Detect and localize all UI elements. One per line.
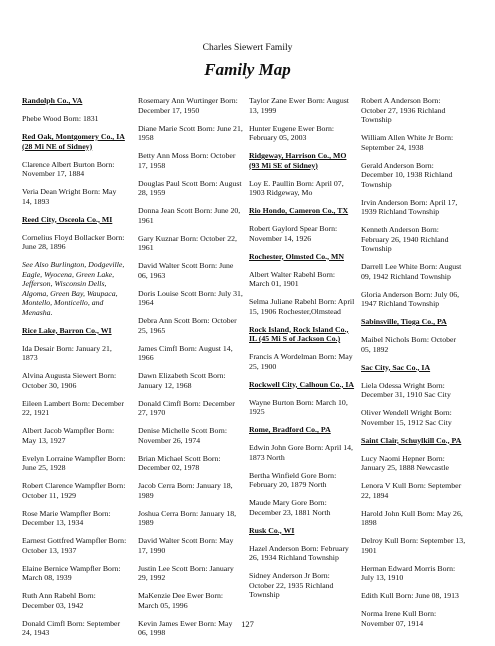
person-entry: Wayne Burton Born: March 10, 1925 [249,397,348,416]
person-entry: Diane Marie Scott Born: June 21, 1958 [138,123,243,142]
location-heading: Ridgeway, Harrison Co., MO (93 Mi SE of Sidney) [249,151,347,170]
location-heading: Rome, Bradford Co., PA [249,425,331,434]
person-entry: Eileen Lambert Born: December 22, 1921 [22,398,124,417]
person-entry: MaKenzie Dee Ewer Born: March 05, 1996 [138,591,224,610]
person-entry: Edwin John Gore Born: April 14, 1873 North [249,443,353,462]
person-entry: Dawn Elizabeth Scott Born: January 12, 1968 [138,371,226,390]
person-entry: Ida Desair Born: January 21, 1873 [22,343,112,362]
person-entry: Denise Michelle Scott Born: November 26, 1974 [138,426,227,445]
person-entry: Lucy Naomi Hepner Born: January 25, 1888 Newcastle [361,453,449,472]
person-entry: Hunter Eugene Ewer Born: February 05, 2003 [249,123,335,142]
person-entry: James Cimfl Born: August 14, 1966 [138,343,233,362]
person-entry: Doris Louise Scott Born: July 31, 1964 [138,288,243,307]
location-heading: Rio Hondo, Cameron Co., TX [249,206,349,215]
person-entry: Cornelius Floyd Bollacker Born: June 28, 1896 [22,232,125,251]
person-entry: Robert A Anderson Born: October 27, 1936 Richland Township [361,96,446,124]
person-entry: Taylor Zane Ewer Born: August 13, 1999 [249,96,349,115]
person-entry: Harold John Kull Born: May 26, 1898 [361,508,463,527]
column-3 [249,96,355,608]
person-entry: Brian Michael Scott Born: December 02, 1978 [138,453,221,472]
person-entry: Elaine Bernice Wampfler Born: March 08, 1939 [22,563,121,582]
person-entry: Donald Cimfl Born: September 24, 1943 [22,618,121,637]
person-entry: Debra Ann Scott Born: October 25, 1965 [138,316,237,335]
person-entry: Sidney Anderson Jr Born: October 22, 1935 Richland Township [249,571,334,599]
person-entry: Douglas Paul Scott Born: August 28, 1959 [138,178,242,197]
person-entry: Maibel Nichols Born: October 05, 1892 [361,335,457,354]
person-entry: Betty Ann Moss Born: October 17, 1958 [138,151,236,170]
person-entry: Jacob Cerra Born: January 18, 1989 [138,481,233,500]
person-entry: Edith Kull Born: June 08, 1913 [361,591,459,600]
person-entry: Liela Odessa Wright Born: December 31, 1910 Sac City [361,380,451,399]
person-entry: Clarence Albert Burton Born: November 17, 1884 [22,159,115,178]
person-entry: William Allen White Jr Born: September 24, 1938 [361,133,454,152]
location-heading: Rusk Co., WI [249,525,295,535]
location-heading: Saint Clair, Schuylkill Co., PA [361,435,462,445]
person-entry: Evelyn Lorraine Wampfler Born: June 25, 1928 [22,453,126,472]
person-entry: Robert Gaylord Spear Born: November 14, 1926 [249,224,338,243]
running-head: Charles Siewert Family [202,43,293,53]
location-heading: Sac City, Sac Co., IA [361,362,431,372]
person-entry: Herman Edward Morris Born: July 13, 1910 [361,563,456,582]
location-heading: Sabinsville, Tioga Co., PA [361,317,447,326]
person-entry: Joshua Cerra Born: January 18, 1989 [138,508,237,527]
person-entry: Gloria Anderson Born: July 06, 1947 Richland Township [361,289,460,308]
location-heading: Rockwell City, Calhoun Co., IA [249,379,355,389]
page-title: Family Map [204,60,291,79]
person-entry: Donald Cimfl Born: December 27, 1970 [138,398,235,417]
person-entry: Bertha Winfield Gore Born: February 20, 1879 North [249,470,337,489]
location-heading: Rochester, Olmsted Co., MN [249,251,344,261]
column-1 [22,96,128,646]
person-entry: Kenneth Anderson Born: February 26, 1940 Richland Township [361,225,449,253]
person-entry: Norma Irene Kull Born: November 07, 1914 [361,609,437,628]
person-entry: Justin Lee Scott Born: January 29, 1992 [138,563,234,582]
person-entry: Rose Marie Wampfler Born: December 13, 1934 [22,508,111,527]
location-heading: Red Oak, Montgomery Co., IA (28 Mi NE of Sidney) [22,132,125,151]
person-entry: Delroy Kull Born: September 13, 1901 [361,536,466,555]
person-entry: Francis A Wordelman Born: May 25, 1900 [249,352,353,371]
person-entry: Kevin James Ewer Born: May 06, 1998 [138,618,233,637]
person-entry: Irvin Anderson Born: April 17, 1939 Richland Township [361,197,458,216]
location-heading: Randolph Co., VA [22,96,83,105]
person-entry: Earnest Gottfred Wampfler Born: October 13, 1937 [22,536,127,555]
person-entry: Ruth Ann Rabehl Born: December 03, 1942 [22,591,96,610]
person-entry: Albert Jacob Wampfler Born: May 13, 1927 [22,426,115,445]
location-heading: Rock Island, Rock Island Co., IL (45 Mi S of Jackson Co.) [249,324,349,343]
person-entry: Alvina Augusta Siewert Born: October 30, 1906 [22,371,117,390]
person-entry: Robert Clarence Wampfler Born: October 11, 1929 [22,481,126,500]
person-entry: Donna Jean Scott Born: June 20, 1961 [138,206,241,225]
person-entry: Gerald Anderson Born: December 10, 1938 Richland Township [361,160,453,189]
person-entry: Hazel Anderson Born: February 26, 1934 Richland Township [249,543,349,562]
column-4 [361,96,467,637]
location-heading: Reed City, Osceola Co., MI [22,214,113,224]
person-entry: Rosemary Ann Wurtinger Born: December 17, 1950 [138,96,238,115]
person-entry: Albert Walter Rabehl Born: March 01, 1901 [249,269,336,288]
person-entry: David Walter Scott Born: May 17, 1990 [138,536,234,555]
person-entry: Loy E. Paullin Born: April 07, 1903 Ridgeway, Mo [249,178,344,197]
see-also-note: See Also Burlington, Dodgeville, Eagle, Wyocena, Green Lake, Jefferson, Wisconsin Dells, Algoma, Green Bay, Waupaca, Montello, Monticello, and Menasha. [22,260,125,317]
person-entry: Gary Kuznar Born: October 22, 1961 [138,233,237,252]
column-2 [138,96,244,646]
person-entry: David Walter Scott Born: June 06, 1963 [138,261,234,280]
person-entry: Veria Dean Wright Born: May 14, 1893 [22,187,117,206]
person-entry: Lenora V Kull Born: September 22, 1894 [361,481,462,500]
person-entry: Darrell Lee White Born: August 09, 1942 Richland Township [361,262,462,281]
location-heading: Rice Lake, Barron Co., WI [22,325,112,335]
person-entry: Maude Mary Gore Born: December 23, 1881 North [249,498,331,517]
person-entry: Phebe Wood Born: 1831 [22,114,99,123]
person-entry: Oliver Wendell Wright Born: November 15, 1912 Sac City [361,408,452,427]
person-entry: Selma Juliane Rabehl Born: April 15, 1906 Rochester,Olmstead [249,297,355,316]
page-number: 127 [241,619,254,629]
